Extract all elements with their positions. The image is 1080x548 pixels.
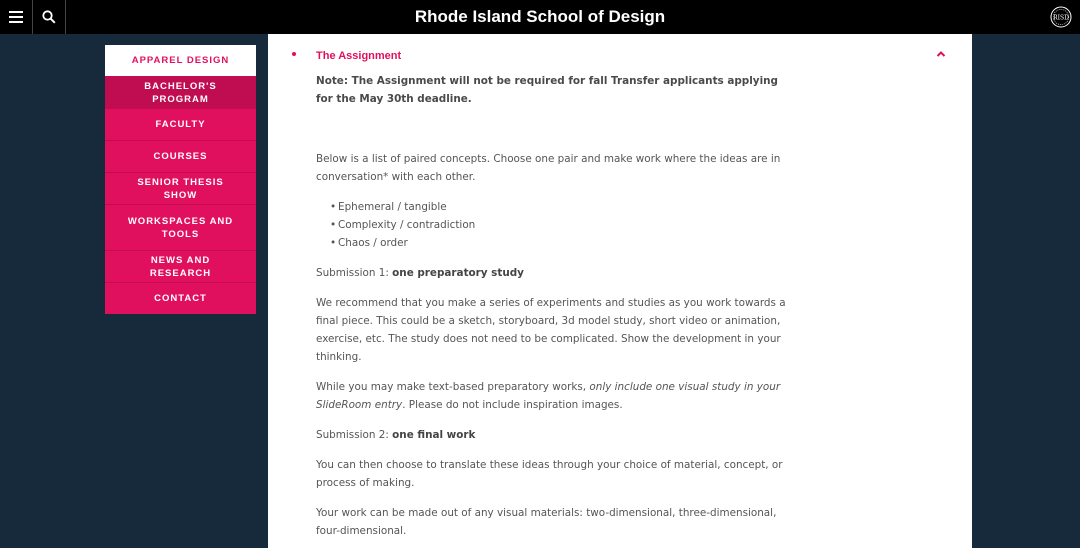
sidebar-item-senior-thesis-show[interactable]: [105, 172, 256, 204]
submission-2-heading: [316, 426, 796, 444]
translate-paragraph: You can then choose to translate these ideas through your choice of material, concept, or process of making.: [316, 459, 783, 489]
preparatory-text: While you may make text-based preparatory works,: [316, 381, 590, 393]
submission-1-title: one preparatory study: [392, 267, 524, 279]
accordion-bullet: [292, 52, 296, 56]
list-item: • Chaos / order: [316, 234, 796, 252]
sidebar-item-label: SENIOR THESIS SHOW: [137, 176, 224, 201]
sidebar-item-faculty[interactable]: [105, 108, 256, 140]
chevron-up-icon[interactable]: [936, 50, 946, 58]
sidebar-item-label: CONTACT: [154, 293, 207, 304]
intro-paragraph: Below is a list of paired concepts. Choose one pair and make work where the ideas are in conversation* with each other.: [316, 153, 781, 183]
submission-2-title: one final work: [392, 429, 476, 441]
preparatory-paragraph: [316, 378, 796, 414]
accordion-title[interactable]: The Assignment: [316, 50, 402, 62]
site-title[interactable]: Rhode Island School of Design: [414, 7, 666, 26]
sidebar-item-label: NEWS AND RESEARCH: [149, 254, 212, 279]
sidebar-item-label: BACHELOR'S PROGRAM: [144, 80, 217, 105]
main-content: [268, 34, 972, 548]
sidebar-item-label: WORKSPACES AND TOOLS: [127, 215, 234, 240]
top-bar: [0, 0, 1080, 34]
list-item: • Complexity / contradiction: [316, 216, 796, 234]
svg-text:RISD: RISD: [1053, 14, 1069, 22]
sidebar-item-news-and-research[interactable]: [105, 250, 256, 282]
sidebar-item-contact[interactable]: [105, 282, 256, 314]
hamburger-menu-icon: [9, 11, 23, 23]
list-item: • Ephemeral / tangible: [316, 198, 796, 216]
sidebar-item-bachelors-program[interactable]: [105, 76, 256, 108]
sidebar-item-label: COURSES: [153, 151, 208, 162]
risd-seal-logo[interactable]: [1050, 6, 1072, 28]
assignment-note: Note: The Assignment will not be required for fall Transfer applicants applying for the May 30th deadline.: [316, 75, 778, 105]
submission-2-prefix: Submission 2:: [316, 429, 393, 441]
sidebar-nav: [105, 45, 256, 314]
submission-1-heading: [316, 264, 796, 282]
preparatory-italic-text: only include one visual study in your SlideRoom entry: [316, 381, 781, 411]
concept-pairs-list: [316, 198, 796, 252]
sidebar-item-apparel-design[interactable]: [105, 45, 256, 76]
sidebar-item-label: FACULTY: [155, 119, 206, 130]
submission-1-prefix: Submission 1:: [316, 267, 393, 279]
sidebar-item-workspaces-and-tools[interactable]: [105, 204, 256, 250]
sidebar-item-courses[interactable]: [105, 140, 256, 172]
recommend-paragraph: We recommend that you make a series of experiments and studies as you work towards a final piece. This could be a sketch, storyboard, 3d model study, short video or animation, exercise, etc. The study does not need to be complicated. Show the development in your thinking.: [316, 297, 786, 363]
search-icon: [42, 10, 56, 24]
menu-button[interactable]: [0, 0, 33, 34]
sidebar-item-label: APPAREL DESIGN: [131, 55, 230, 66]
preparatory-text-end: . Please do not include inspiration images.: [402, 399, 623, 411]
materials-paragraph: Your work can be made out of any visual materials: two-dimensional, three-dimensional, four-dimensional.: [316, 507, 777, 537]
search-button[interactable]: [33, 0, 66, 34]
